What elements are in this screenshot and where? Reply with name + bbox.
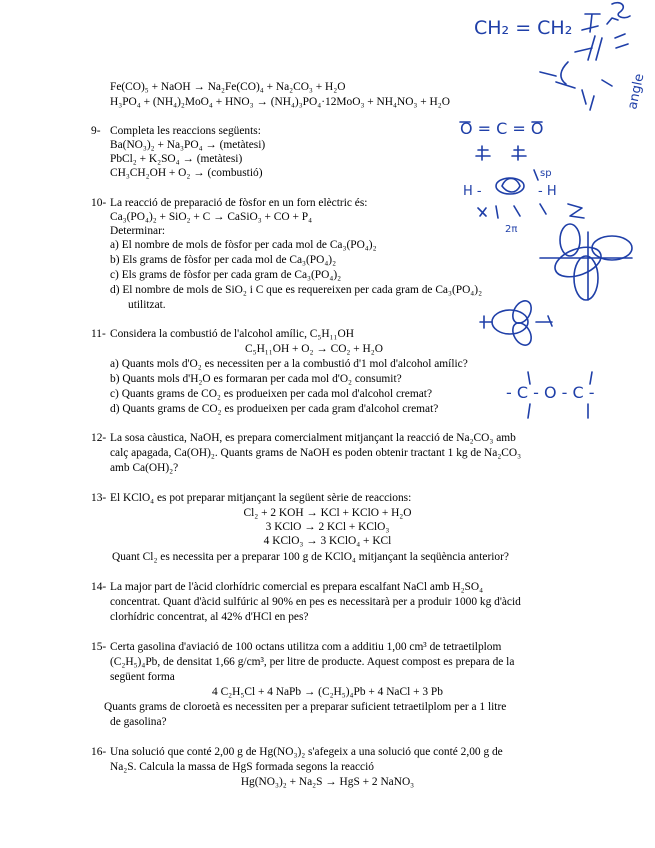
question-number: 11- — [91, 328, 106, 340]
reaction-line: Fe(CO)₅ + NaOH → Na₂Fe(CO)₄ + Na₂CO₃ + H₂O — [110, 81, 346, 93]
handwritten-orbital — [509, 320, 535, 349]
question-text: CH₃CH₂OH + O₂ → (combustió) — [110, 167, 263, 179]
handwritten-marks — [478, 204, 546, 218]
question-text: El KClO₄ es pot preparar mitjançant la següent sèrie de reaccions: — [110, 492, 412, 504]
question-number: 13- — [91, 492, 107, 504]
question-text: Na₂S. Calcula la massa de HgS formada segons la reacció — [110, 761, 374, 773]
handwritten-mark — [612, 3, 630, 18]
question-text: concentrat. Quant d'àcid sulfúric al 90% en pes es necessitarà per a produir 1000 kg d'àcid — [110, 596, 521, 608]
question-number: 9- — [91, 125, 101, 137]
handwritten-sp: sp — [540, 168, 552, 179]
question-text: amb Ca(OH)₂? — [110, 462, 179, 474]
question-text: (C₂H₅)₄Pb, de densitat 1,66 g/cm³, per litre de producte. Aquest compost es prepara de la — [110, 656, 515, 668]
question-number: 14- — [91, 581, 107, 593]
question-text: Considera la combustió de l'alcohol amílic, C₅H₁₁OH — [110, 328, 354, 340]
handwritten-ethylene: CH₂ = CH₂ — [474, 17, 573, 39]
equation: Cl₂ + 2 KOH → KCl + KClO + H₂O — [243, 507, 412, 519]
question-item: c) Quants grams de CO₂ es produeixen per cada mol d'alcohol cremat? — [110, 388, 432, 400]
question-number: 16- — [91, 746, 107, 758]
question-text: Certa gasolina d'aviació de 100 octans utilitza com a additiu 1,00 cm³ de tetraetilplom — [110, 641, 502, 653]
equation: C₅H₁₁OH + O₂ → CO₂ + H₂O — [245, 343, 383, 355]
question-text: de gasolina? — [110, 716, 167, 728]
handwritten-co2: O = C = O — [460, 119, 544, 138]
handwritten-ether-chain: - C - O - C - — [506, 383, 595, 402]
question-text: Ba(NO₃)₂ + Na₃PO₄ → (metàtesi) — [110, 139, 266, 151]
question-item: a) Quants mols d'O₂ es necessiten per a la combustió d'1 mol d'alcohol amílic? — [110, 358, 468, 370]
question-text: següent forma — [110, 671, 175, 683]
question-text: La reacció de preparació de fòsfor en un forn elèctric és: — [110, 197, 368, 209]
question-text: La sosa càustica, NaOH, es prepara comercialment mitjançant la reacció de Na₂CO₃ amb — [110, 432, 516, 444]
handwritten-mark — [582, 80, 612, 110]
handwritten-axes — [540, 232, 632, 300]
handwritten-pi-marks — [476, 146, 526, 160]
question-item: a) El nombre de mols de fòsfor per cada mol de Ca₃(PO₄)₂ — [110, 239, 377, 251]
question-text: calç apagada, Ca(OH)₂. Quants grams de NaOH es poden obtenir tractant 1 kg de Na₂CO₃ — [110, 447, 522, 459]
reaction-line: H₃PO₄ + (NH₄)₂MoO₄ + HNO₃ → (NH₄)₃PO₄·12MoO₃ + NH₄NO₃ + H₂O — [110, 96, 450, 108]
question-text: Quant Cl₂ es necessita per a preparar 100 g de KClO₄ mitjançant la seqüència anterior? — [112, 551, 509, 563]
question-text: La major part de l'àcid clorhídric comercial es prepara escalfant NaCl amb H₂SO₄ — [110, 581, 484, 593]
handwritten-mark — [568, 204, 584, 218]
question-text: PbCl₂ + K₂SO₄ → (metàtesi) — [110, 153, 243, 165]
equation: Hg(NO₃)₂ + Na₂S → HgS + 2 NaNO₃ — [240, 776, 415, 788]
question-item: b) Els grams de fòsfor per cada mol de Ca₃(PO₄)₂ — [110, 254, 337, 266]
handwritten-mark — [540, 62, 575, 88]
question-number: 15- — [91, 641, 107, 653]
question-text: Ca₃(PO₄)₂ + SiO₂ + C → CaSiO₃ + CO + P₄ — [110, 211, 313, 223]
question-text: Quants grams de cloroetà es necessiten per a preparar suficient tetraetilplom per a 1 litre — [104, 701, 507, 713]
question-text: Completa les reaccions següents: — [110, 125, 261, 137]
question-text: clorhídric concentrat, al 42% d'HCl en pes? — [110, 611, 309, 623]
equation: 3 KClO → 2 KCl + KClO₃ — [265, 521, 390, 533]
question-item: c) Els grams de fòsfor per cada gram de Ca₃(PO₄)₂ — [110, 269, 342, 281]
handwritten-p-orbital — [574, 256, 598, 300]
handwritten-pi-label: 2π — [505, 224, 518, 235]
question-item: d) Quants grams de CO₂ es produeixen per cada gram d'alcohol cremat? — [110, 403, 439, 415]
equation: 4 KClO₃ → 3 KClO₄ + KCl — [263, 535, 392, 547]
question-text: Determinar: — [110, 225, 166, 237]
handwritten-mark — [575, 34, 628, 52]
question-number: 12- — [91, 432, 107, 444]
handwritten-p-orbital — [592, 236, 632, 260]
handwritten-h-left: H - — [463, 184, 482, 199]
question-text: Una solució que conté 2,00 g de Hg(NO₃)₂ s'afegeix a una solució que conté 2,00 g de — [110, 746, 503, 758]
question-number: 10- — [91, 197, 107, 209]
handwritten-mark — [607, 18, 618, 24]
question-item: b) Quants mols d'H₂O es formaran per cada mol d'O₂ consumit? — [110, 373, 402, 385]
handwritten-orbital — [509, 298, 535, 327]
handwritten-side-word: angle — [625, 72, 648, 111]
handwritten-orbital — [502, 179, 520, 193]
handwritten-h-right: - H — [538, 184, 557, 199]
equation: 4 C₂H₅Cl + 4 NaPb → (C₂H₅)₄Pb + 4 NaCl + 3 Pb — [212, 686, 443, 698]
handwritten-mark — [534, 170, 538, 180]
question-item: d) El nombre de mols de SiO₂ i C que es requereixen per cada gram de Ca₃(PO₄)₂ — [110, 284, 483, 296]
question-item: utilitzat. — [128, 299, 166, 311]
handwritten-mark — [582, 14, 600, 32]
